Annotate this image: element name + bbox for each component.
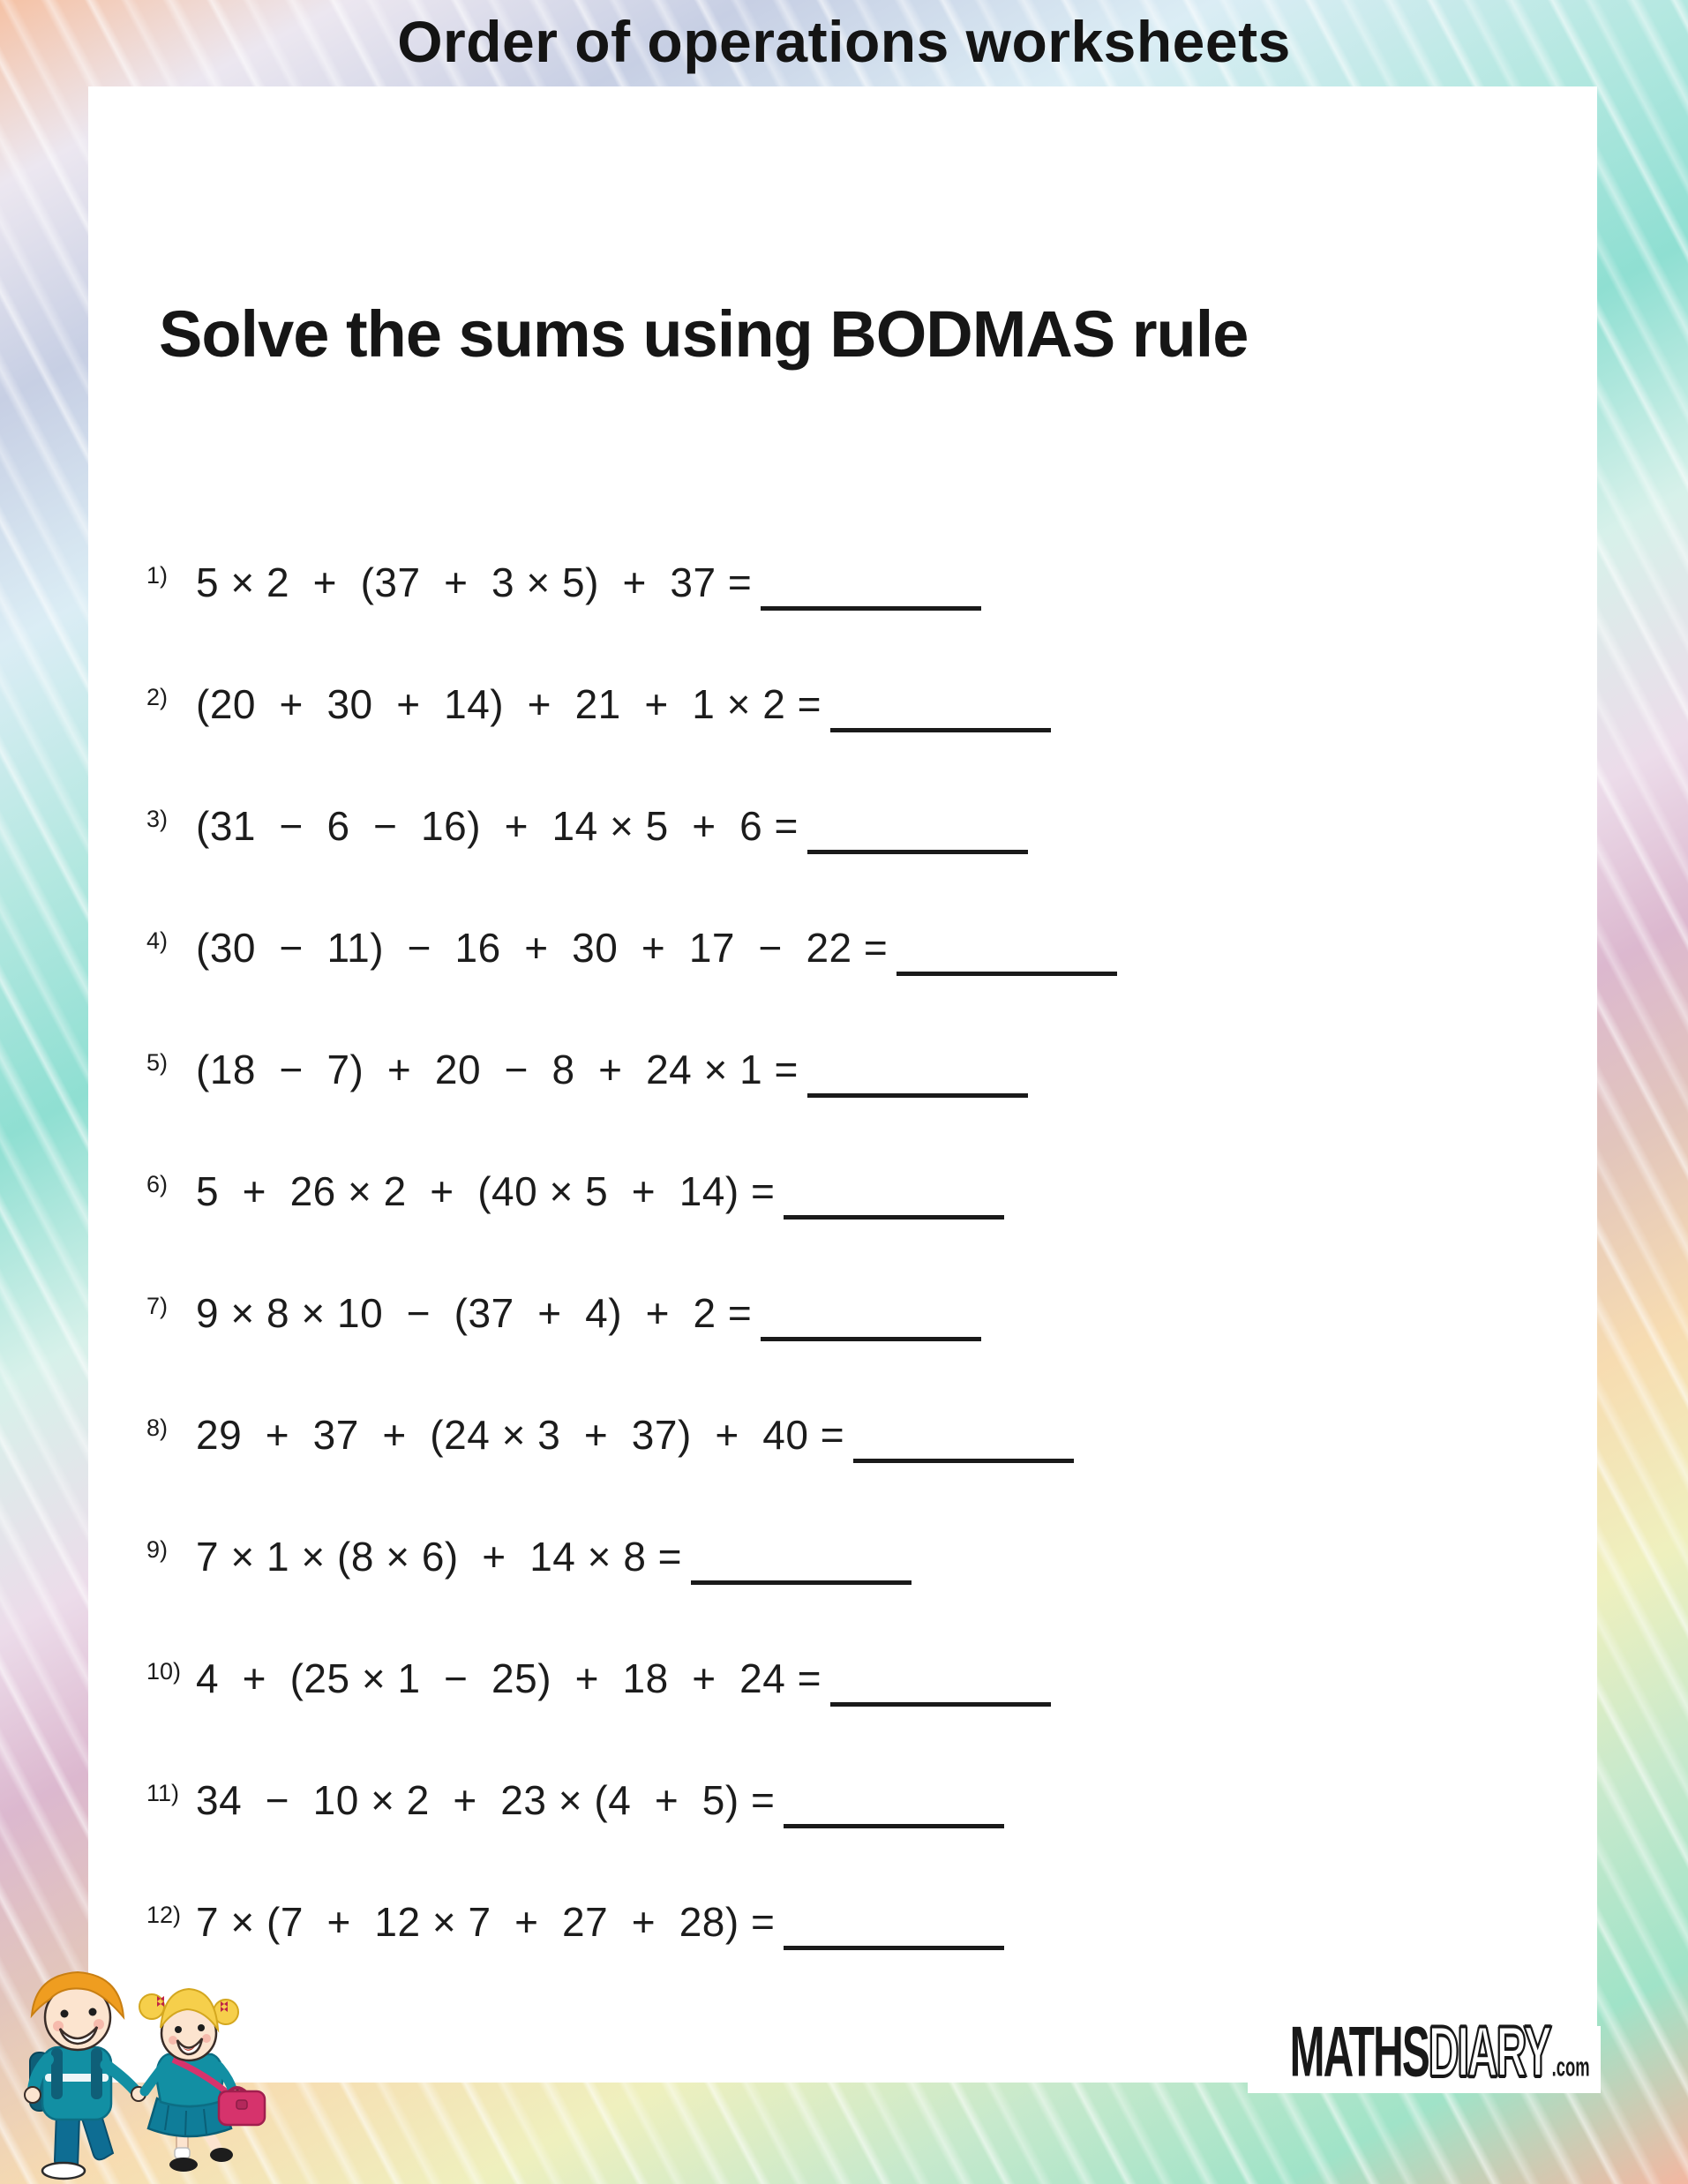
problem-row (146, 1895, 1117, 1949)
worksheet-heading: Solve the sums using BODMAS rule (159, 297, 1249, 371)
problem-row (146, 556, 1117, 610)
problem-row (146, 1408, 1117, 1462)
problem-number: 2) (146, 684, 169, 710)
mathsdiary-logo (1248, 2013, 1601, 2093)
problem-expression: (31 − 6 − 16) + 14 × 5 + 6 = (196, 803, 799, 849)
problem-number: 11) (146, 1780, 180, 1806)
problem-expression: 7 × (7 + 12 × 7 + 27 + 28) = (196, 1899, 776, 1945)
problem-number: 8) (146, 1415, 169, 1441)
answer-blank (853, 1408, 1074, 1463)
logo-domain-suffix: .com (1552, 2053, 1590, 2083)
girl-figure (139, 1989, 265, 2172)
answer-blank (691, 1530, 912, 1585)
answer-blank (897, 921, 1117, 976)
problem-row (146, 1774, 1117, 1828)
worksheet-panel (88, 86, 1597, 2093)
problem-number: 12) (146, 1902, 182, 1928)
page-title: Order of operations worksheets (397, 9, 1291, 74)
answer-blank (784, 1165, 1004, 1220)
mathsdiary-logo-text (1290, 2012, 1590, 2094)
logo-diary-text: DIARY (1429, 2013, 1551, 2093)
problem-expression: 4 + (25 × 1 − 25) + 18 + 24 = (196, 1655, 821, 1701)
boy-figure (25, 1972, 146, 2179)
problem-list (146, 556, 1117, 1949)
problem-row (146, 799, 1117, 853)
problem-number: 10) (146, 1658, 182, 1685)
school-kids-illustration (5, 1961, 272, 2181)
answer-blank (830, 678, 1051, 732)
answer-blank (761, 1287, 981, 1341)
problem-expression: 5 + 26 × 2 + (40 × 5 + 14) = (196, 1168, 776, 1214)
problem-number: 5) (146, 1049, 169, 1076)
problem-expression: 9 × 8 × 10 − (37 + 4) + 2 = (196, 1290, 753, 1336)
problem-expression: 7 × 1 × (8 × 6) + 14 × 8 = (196, 1534, 683, 1580)
answer-blank (807, 1043, 1028, 1098)
problem-expression: 5 × 2 + (37 + 3 × 5) + 37 = (196, 559, 753, 605)
problem-expression: 34 − 10 × 2 + 23 × (4 + 5) = (196, 1777, 776, 1823)
problem-number: 3) (146, 806, 169, 832)
problem-row (146, 678, 1117, 732)
problem-expression: (18 − 7) + 20 − 8 + 24 × 1 = (196, 1047, 799, 1092)
problem-number: 9) (146, 1536, 169, 1563)
problem-row (146, 921, 1117, 975)
answer-blank (830, 1652, 1051, 1707)
problem-expression: 29 + 37 + (24 × 3 + 37) + 40 = (196, 1412, 845, 1458)
answer-blank (807, 799, 1028, 854)
problem-number: 1) (146, 562, 169, 589)
problem-row (146, 1652, 1117, 1706)
problem-row (146, 1043, 1117, 1097)
answer-blank (784, 1774, 1004, 1828)
problem-number: 4) (146, 927, 169, 954)
answer-blank (784, 1895, 1004, 1950)
problem-expression: (30 − 11) − 16 + 30 + 17 − 22 = (196, 925, 889, 971)
problem-row (146, 1530, 1117, 1584)
problem-number: 7) (146, 1293, 169, 1319)
problem-row (146, 1165, 1117, 1219)
problem-expression: (20 + 30 + 14) + 21 + 1 × 2 = (196, 681, 821, 727)
answer-blank (761, 556, 981, 611)
problem-number: 6) (146, 1171, 169, 1197)
logo-maths-text: MATHS (1290, 2013, 1429, 2093)
problem-row (146, 1287, 1117, 1340)
